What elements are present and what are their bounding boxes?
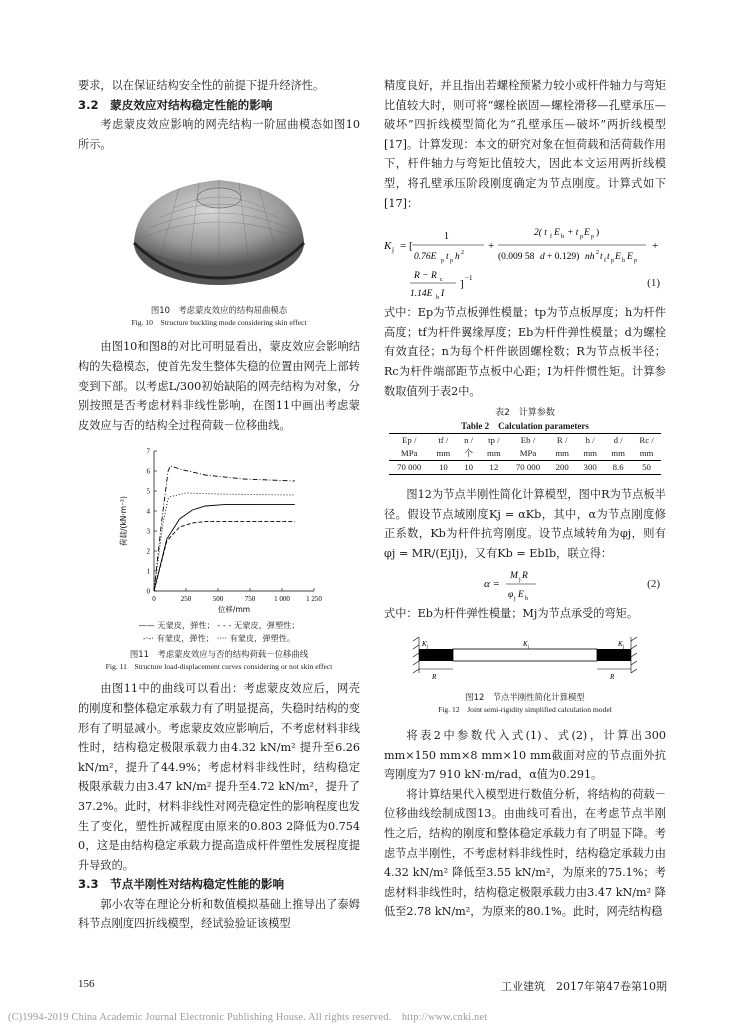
- table-header-row: [389, 434, 661, 461]
- table-header-cell: Ep / MPa: [400, 435, 418, 459]
- legend-item-4: ···· 有蒙皮，弹塑性。: [216, 633, 296, 644]
- svg-text:f: f: [550, 234, 552, 241]
- table-header-cell: tp / mm: [486, 435, 501, 459]
- svg-text:R: R: [522, 570, 528, 581]
- svg-text:d: d: [540, 252, 545, 263]
- svg-text:R − R: R − R: [414, 271, 437, 282]
- x-tick-label: 1 250: [306, 595, 322, 604]
- svg-text:+ 0.129): + 0.129): [547, 252, 580, 263]
- chart-legend: [78, 619, 360, 645]
- equation-2-render: [384, 564, 666, 604]
- figure-10-buckling-mode: [119, 158, 319, 298]
- table-row: [389, 461, 661, 475]
- svg-text:I: I: [441, 289, 445, 300]
- svg-text:j: j: [514, 595, 516, 602]
- svg-text:b: b: [436, 295, 439, 300]
- svg-text:b: b: [622, 258, 625, 265]
- svg-text:(0.009 58: (0.009 58: [498, 252, 535, 263]
- series-line-2: [154, 522, 295, 591]
- svg-text:c: c: [440, 277, 443, 284]
- left-paragraph-3: 由图10和图8的对比可明显看出，蒙皮效应会影响结构的失稳模态，使首先发生整体失稳的位置由网壳上部转变到下部。以考虑L/300初始缺陷的网壳结构为对象，分别按照是否考虑材料非线性影响，在图11中画出考虑蒙皮效应与否的结构全过程荷载－位移曲线。: [78, 340, 360, 432]
- table-header-cell: Rc / mm: [639, 435, 654, 459]
- x-axis-label: 位移/mm: [217, 605, 251, 615]
- svg-text:f: f: [604, 258, 606, 265]
- left-paragraph-2: 考虑蒙皮效应影响的网壳结构一阶屈曲模态如图10所示。: [78, 118, 360, 151]
- series-line-3: [154, 466, 295, 591]
- right-paragraph-2: 式中：Ep为节点板弹性模量；tp为节点板厚度；h为杆件高度；tf为杆件翼缘厚度；Eb为杆件弹性模量；d为螺栓有效直径；n为每个杆件嵌固螺栓数；R为节点板半径；Rc为杆件端部距节点板中心距；I为杆件惯性矩。计算参数取值列于表2中。: [384, 306, 666, 398]
- svg-text:t: t: [600, 252, 603, 263]
- x-tick-label: 250: [180, 595, 192, 604]
- legend-item-2: - - - 无蒙皮，弹塑性；: [217, 620, 300, 631]
- load-displacement-chart: [114, 439, 324, 619]
- equation-2-number: (2): [647, 577, 660, 590]
- svg-text:p: p: [441, 258, 444, 265]
- x-tick-label: 750: [244, 595, 256, 604]
- svg-text:M: M: [510, 570, 518, 581]
- svg-text:2: 2: [461, 250, 464, 257]
- svg-text:h: h: [455, 252, 460, 263]
- figure-11-caption: 图11 考虑蒙皮效应与否的结构荷载－位移曲线: [129, 649, 309, 660]
- svg-text:E: E: [554, 228, 560, 239]
- table-cell: 50: [642, 462, 651, 473]
- svg-text:p: p: [591, 234, 594, 241]
- svg-text:1.14E: 1.14E: [410, 289, 433, 300]
- y-tick-label: 0: [146, 587, 150, 596]
- y-tick-label: 5: [146, 487, 150, 496]
- svg-text:α =: α =: [484, 577, 500, 590]
- equation-2: [384, 564, 666, 604]
- svg-text:K: K: [523, 640, 528, 649]
- svg-text:2( t: 2( t: [534, 228, 547, 239]
- page-number: 156: [78, 978, 95, 990]
- copyright-line: (C)1994-2019 China Academic Journal Electronic Publishing House. All rights reserved. http://www.cnki.net: [8, 1012, 488, 1023]
- svg-text:t: t: [607, 252, 610, 263]
- series-line-1: [154, 505, 295, 592]
- figure-10-caption-en: Fig. 10 Structure buckling mode considering skin effect: [131, 318, 307, 328]
- svg-text:p: p: [580, 234, 583, 241]
- joint-model-diagram: [405, 633, 645, 691]
- svg-text:1: 1: [444, 231, 449, 243]
- svg-text:2: 2: [596, 250, 599, 257]
- right-column: [384, 76, 666, 922]
- table-2-title-en: Table 2 Calculation parameters: [461, 421, 589, 432]
- figure-12-model: [405, 633, 645, 691]
- table-header-cell: n / 个: [464, 435, 474, 459]
- table-cell: 200: [555, 462, 569, 473]
- svg-text:E: E: [615, 252, 621, 263]
- y-tick-label: 7: [146, 447, 150, 456]
- svg-text:p: p: [634, 258, 637, 265]
- equation-1-number: (1): [647, 277, 660, 290]
- svg-text:+ t: + t: [567, 228, 579, 239]
- svg-text:p: p: [450, 258, 453, 265]
- svg-text:E: E: [518, 589, 524, 600]
- figure-10-caption: 图10 考虑蒙皮效应的结构屈曲模态: [150, 305, 288, 316]
- svg-text:j: j: [528, 645, 530, 651]
- svg-text:b: b: [525, 595, 528, 602]
- series-line-4: [154, 493, 295, 591]
- svg-text:= [: = [: [400, 240, 413, 253]
- x-tick-label: 0: [152, 595, 156, 604]
- equation-1-render: [384, 217, 666, 299]
- svg-text:R: R: [432, 673, 437, 682]
- table-header-cell: tf / mm: [436, 435, 451, 459]
- y-tick-label: 3: [146, 527, 150, 536]
- svg-text:K: K: [618, 640, 623, 649]
- svg-text:+: +: [652, 240, 659, 253]
- svg-text:j: j: [392, 246, 394, 255]
- right-paragraph-6: 将计算结果代入模型进行数值分析，将结构的荷载－位移曲线绘制成图13。由曲线可看出，在考虑节点半刚性之后，结构的刚度和整体稳定承载力有了明显下降。考虑节点半刚性，不考虑材料非线性时，结构稳定承载力由4.32 kN/m² 降低至3.55 kN/m²，为原来的75.1%；考虑材料非线性时，结构稳定极限承载力由3.47 kN/m² 降低至2.78 kN/m²，为原来的80.1%。此时，网壳结构稳: [384, 787, 666, 919]
- table-header-cell: R / mm: [555, 435, 570, 459]
- svg-text:): ): [596, 228, 600, 239]
- y-tick-label: 4: [146, 507, 150, 516]
- svg-text:j: j: [427, 645, 429, 651]
- table-cell: 70 000: [515, 462, 541, 473]
- svg-text:E: E: [627, 252, 633, 263]
- svg-text:E: E: [584, 228, 590, 239]
- section-3-3-title: 3.3 节点半刚性对结构稳定性能的影响: [78, 877, 285, 892]
- table-header-cell: d / mm: [611, 435, 625, 459]
- svg-text:p: p: [611, 258, 614, 265]
- legend-item-3: -·-· 有蒙皮，弹性；: [142, 633, 214, 644]
- table-cell: 70 000: [397, 462, 422, 473]
- table-cell: 12: [489, 462, 499, 473]
- svg-text:]: ]: [460, 278, 464, 291]
- right-paragraph-4: 式中：Eb为杆件弹性模量；Mj为节点承受的弯矩。: [384, 606, 639, 620]
- table-cell: 8.6: [612, 462, 624, 473]
- table-cell: 300: [583, 462, 597, 473]
- svg-text:+: +: [488, 240, 495, 253]
- right-paragraph-1: 精度良好，并且指出若螺栓预紧力较小或杆件轴力与弯矩比值较大时，则可将“螺栓嵌固—螺栓滑移—孔壁承压—破坏”四折线模型简化为“孔壁承压—破坏”两折线模型[17]。计算发现：本文的研究对象在恒荷载和活荷载作用下，杆件轴力与弯矩比值较大，因此本文运用两折线模型，将孔壁承压阶段刚度确定为节点刚度。计算式如下[17]：: [384, 79, 666, 210]
- svg-text:φ: φ: [508, 589, 514, 600]
- table-header-cell: h / mm: [583, 435, 597, 459]
- table-cell: 10: [438, 462, 448, 473]
- x-tick-label: 1 000: [274, 595, 290, 604]
- section-3-2-title: 3.2 蒙皮效应对结构稳定性能的影响: [78, 97, 273, 112]
- left-paragraph-5: 郭小农等在理论分析和数值模拟基础上推导出了泰姆科节点刚度四折线模型，经试验验证该模型: [78, 897, 360, 931]
- journal-info: 工业建筑 2017年第47卷第10期: [501, 980, 667, 993]
- y-tick-label: 1: [146, 567, 150, 576]
- svg-text:b: b: [561, 234, 564, 241]
- left-column: [78, 76, 360, 934]
- equation-1: [384, 217, 666, 299]
- y-tick-label: 2: [146, 547, 150, 556]
- svg-text:K: K: [384, 240, 392, 253]
- calculation-parameters-table: [389, 433, 661, 475]
- figure-12-caption-en: Fig. 12 Joint semi-rigidity simplified calculation model: [438, 705, 612, 715]
- svg-text:K: K: [422, 640, 427, 649]
- svg-text:j: j: [519, 576, 521, 583]
- y-axis-label: 荷载/(kN·m⁻²): [119, 496, 128, 547]
- svg-text:nh: nh: [585, 252, 595, 263]
- svg-text:R: R: [610, 673, 615, 682]
- left-paragraph-4: 由图11中的曲线可以看出：考虑蒙皮效应后，网壳的刚度和整体稳定承载力有了明显提高，失稳时结构的变形有了明显减小。考虑蒙皮效应影响后，不考虑材料非线性时，结构稳定极限承载力由4.32 kN/m² 提升至6.26 kN/m²，提升了44.9%；考虑材料非线性时，结构稳定极限承载力由3.47 kN/m² 提升至4.72 kN/m²，提升了37.2%。此时，材料非线性对网壳稳定性的影响程度也发生了变化，塑性折减程度由原来的0.803 2降低为0.754 0，这是由结构稳定承载力提高造成杆件塑性发展程度提升导致的。: [78, 682, 360, 872]
- svg-text:j: j: [623, 645, 625, 651]
- table-cell: 10: [464, 462, 473, 473]
- left-paragraph-1: 要求，以在保证结构安全性的前提下提升经济性。: [78, 79, 325, 92]
- right-paragraph-3: 图12为节点半刚性简化计算模型，图中R为节点板半径。假设节点域刚度Kj = αKb，其中，α为节点刚度修正系数，Kb为杆件抗弯刚度。设节点域转角为φj，则有φj = MR/(EjIj)，又有Kb = EbIb，联立得：: [384, 488, 666, 560]
- svg-text:−1: −1: [465, 274, 473, 283]
- table-2-title: 表2 计算参数: [495, 408, 555, 419]
- svg-text:0.76E: 0.76E: [414, 252, 437, 263]
- legend-item-1: —— 无蒙皮，弹性；: [138, 620, 215, 631]
- table-header-cell: Eb / MPa: [519, 435, 537, 459]
- x-tick-label: 500: [212, 595, 224, 604]
- dome-shell-image: [119, 158, 319, 298]
- figure-12-caption: 图12 节点半刚性简化计算模型: [465, 692, 585, 703]
- right-paragraph-5: 将表2中参数代入式(1)、式(2)，计算出300 mm×150 mm×8 mm×10 mm截面对应的节点面外抗弯刚度为7 910 kN·m/rad，α值为0.291。: [384, 729, 666, 782]
- svg-text:t: t: [446, 252, 449, 263]
- y-tick-label: 6: [146, 467, 150, 476]
- figure-11-caption-en: Fig. 11 Structure load-displacement curves considering or not skin effect: [105, 662, 333, 672]
- figure-11-chart: [114, 439, 324, 619]
